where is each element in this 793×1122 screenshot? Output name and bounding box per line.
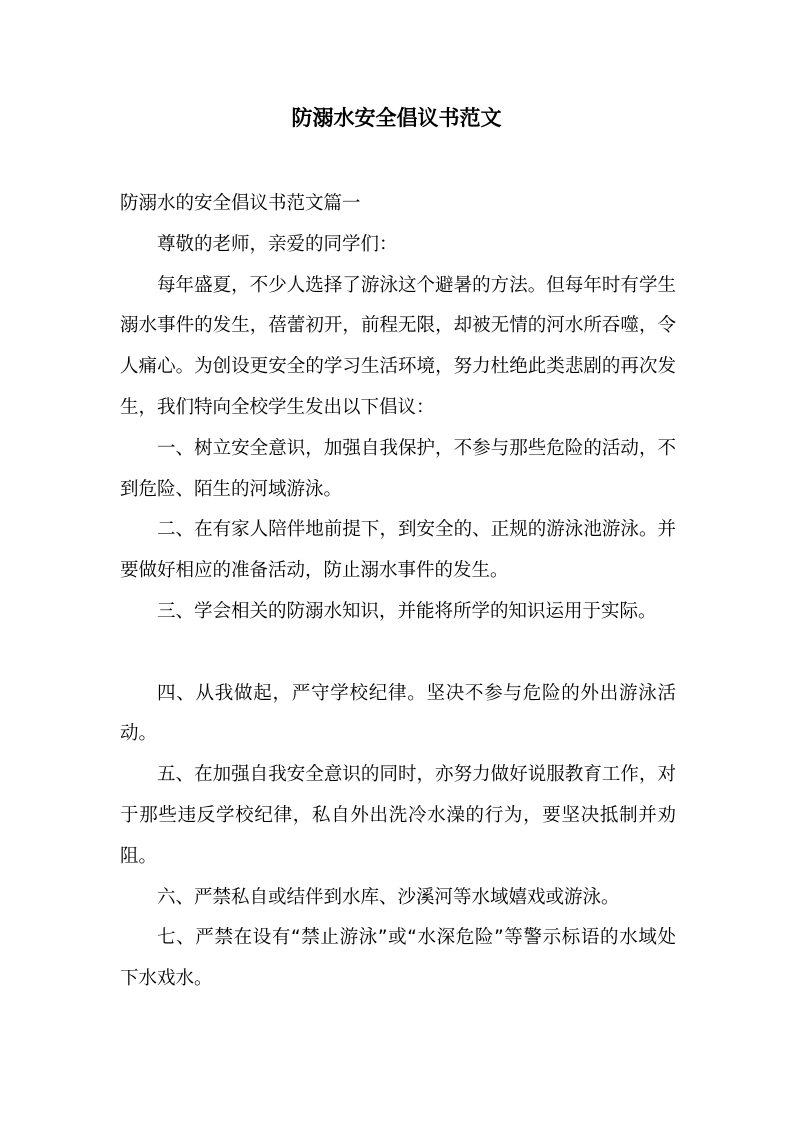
document-title: 防溺水安全倡议书范文 (291, 106, 502, 130)
proposal-item-5: 五、在加强自我安全意识的同时，亦努力做好说服教育工作，对于那些违反学校纪律，私自外出洗冷水澡的行为，要坚决抵制并劝阻。 (120, 764, 676, 867)
document-body (120, 184, 676, 1000)
proposal-item-1: 一、树立安全意识，加强自我保护，不参与那些危险的活动，不到危险、陌生的河域游泳。 (120, 437, 676, 500)
proposal-item-6: 六、严禁私自或结伴到水库、沙溪河等水域嬉戏或游泳。 (157, 886, 620, 908)
intro-paragraph: 每年盛夏，不少人选择了游泳这个避暑的方法。但每年时有学生溺水事件的发生，蓓蕾初开，前程无限，却被无情的河水所吞噬，令人痛心。为创设更安全的学习生活环境，努力杜绝此类悲剧的再次发生，我们特向全校学生发出以下倡议： (120, 274, 676, 418)
proposal-item-3: 三、学会相关的防溺水知识，并能将所学的知识运用于实际。 (157, 600, 657, 622)
proposal-item-7: 七、严禁在设有“禁止游泳”或“水深危险”等警示标语的水域处下水戏水。 (120, 927, 676, 990)
blank-line (120, 633, 676, 674)
proposal-item-2: 二、在有家人陪伴地前提下，到安全的、正规的游泳池游泳。并要做好相应的准备活动，防止溺水事件的发生。 (120, 519, 676, 582)
proposal-item-4: 四、从我做起，严守学校纪律。坚决不参与危险的外出游泳活动。 (120, 682, 676, 745)
salutation-paragraph: 尊敬的老师，亲爱的同学们： (157, 233, 398, 255)
section-heading: 防溺水的安全倡议书范文篇一 (120, 193, 361, 214)
